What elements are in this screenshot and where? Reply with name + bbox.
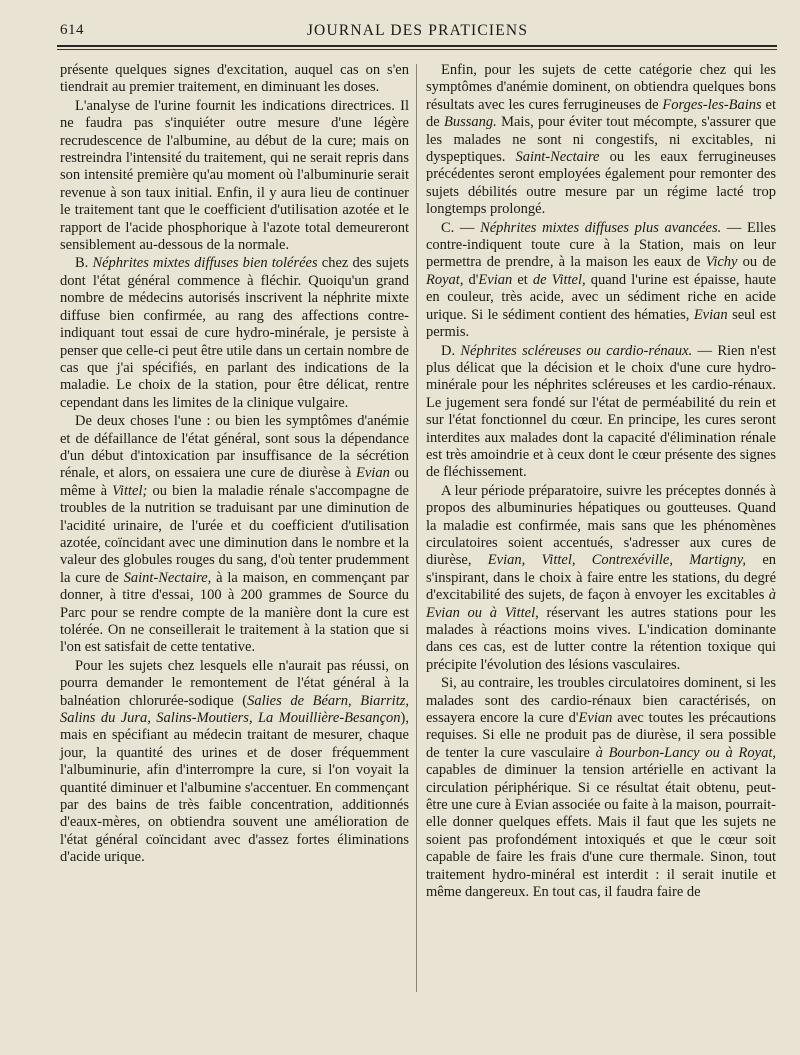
paragraph-ferruginous-cures [426, 62, 776, 219]
paragraph-two-cases [60, 413, 409, 657]
section-d-text: — Rien n'est plus délicat que la décision et le choix d'une cure hydro-minérale pour les néphrites scléreuses et les cardio-rénaux. Le jugement sera fondé sur l'état de perméabilité du rein et sur l'état fonctionnel du cœur. En principe, les cures seront interdites aux malades dont la capacité d'élimination rénale est très amoindrie et à ceux dont le cœur présente des signes de fléchissement. [426, 342, 776, 481]
page-header [60, 22, 775, 44]
station-name: Forges-les-Bains [662, 96, 762, 113]
text-run: De deux choses l'une : ou bien les symptômes d'anémie et de défaillance de l'état général, sont sous la dépendance d'un début d'intoxication par insuffisance de la sécrétion rénale, et alors, on essaiera une cure de diurèse à [60, 413, 409, 482]
station-name: Royat, [426, 271, 464, 288]
text-run: avec toutes les précautions requises. Si elle ne produit pas de diurèse, il sera possible de tenter la cure vasculaire [426, 710, 776, 761]
text-run: ou même à [60, 465, 409, 499]
station-name: Bussang. [444, 114, 497, 131]
column-divider [416, 64, 417, 992]
station-name: Saint-Nectaire [515, 149, 600, 166]
right-column [426, 62, 776, 902]
station-name: Evian [578, 710, 613, 727]
text-run: ), mais en spécifiant au médecin traitant de mesurer, chaque jour, la quantité des urines et de doser fréquemment l'albuminurie, afin d'interrompre la cure, si l'on voyait la quantité diminuer et l'albumine s'accentuer. En commençant par des bains de très faible concentration, additionnés d'eaux-mères, on obtiendra souvent une amélioration de l'état général coïncidant avec d'assez fortes éliminations d'acide urique. [60, 710, 409, 866]
text-run: Si, au contraire, les troubles circulatoires dominent, si les malades sont des cardio-rénaux bien caractérisés, on essayera encore la cure d' [426, 675, 776, 727]
station-name: Evian [478, 271, 513, 288]
station-name: Saint-Nectaire, [123, 569, 212, 586]
text-run: à la maison, en commençant par donner, à titre d'essai, 100 à 200 grammes de Source du Parc pour se rendre compte de la manière dont la cure est tolérée. On ne conseillerait le traitement à la station que si l'on est satisfait de cette tentative. [60, 569, 409, 656]
paragraph-section-b [60, 255, 409, 412]
text-run: Mais, pour éviter tout mécompte, s'assurer que les malades ne sont ni congestifs, ni excitables, ni dyspeptiques. [426, 114, 776, 166]
text-run: A leur période préparatoire, suivre les préceptes donnés à propos des albuminuries hépatiques ou goutteuses. Quand la maladie est confirmée, mais sans que les phénomènes circulatoires soient accentués, s'adresser aux cures de diurèse, [426, 482, 776, 569]
text-run: seul est permis. [426, 306, 776, 341]
text-run: capables de diminuer la tension artérielle en activant la circulation périphérique. Si ce résultat était obtenu, peut-être une cure à Evian associée ou faite à la maison, pourrait-elle donner quelques effets. Mais il faut que les sujets ne soient pas profondément intoxiqués et que le cœur soit capable de faire les frais d'une cure thermale. Sinon, tout traitement hydro-minéral est interdit : il serait inutile et même dangereux. En tout cas, il faudra faire de [426, 762, 776, 901]
section-label-c: C. — [441, 219, 481, 236]
text-run: en s'inspirant, dans le choix à faire entre les stations, du degré d'excitabilité des sujets, de façon à envoyer les excitables [426, 552, 777, 604]
header-rule-thin [57, 49, 777, 50]
text-run: d' [463, 271, 479, 288]
left-column [60, 62, 409, 867]
station-name: Evian [356, 465, 390, 482]
station-name: à Evian ou à Vittel, [426, 587, 776, 621]
station-list: Evian, Vittel, Contrexéville, Martigny, [487, 552, 747, 569]
paragraph-preparatory-period [426, 483, 776, 674]
section-heading-d: Néphrites scléreuses ou cardio-rénaux. [460, 342, 693, 359]
station-list: Salies de Béarn, Biarritz, Salins du Jura, Salins-Moutiers, La Mouillière-Besançon [60, 692, 409, 727]
station-name: Evian [693, 306, 728, 323]
paragraph-section-d [426, 343, 776, 482]
section-heading-c: Néphrites mixtes diffuses plus avancées. [480, 219, 722, 236]
station-name: Vittel; [112, 482, 148, 499]
text-run: ou les eaux ferrugineuses précédentes seront employées également pour remonter des sujets débilités outre mesure par un régime lacté trop longtemps prolongé. [426, 149, 776, 218]
text-run: ou bien la maladie rénale s'accompagne de troubles de la nutrition se traduisant par une diminution de l'acidité urinaire, de l'urée et du coefficient d'utilisation azotée, coïncidant avec une diminution dans le nombre et la valeur des globules rouges du sang, d'où tenter prudemment la cure de [60, 482, 409, 586]
text-run: — Elles contre-indiquent toute cure à la Station, mais on leur permettra de prendre, à la maison les eaux de [426, 219, 777, 271]
text-run: et [512, 271, 533, 288]
text-run: Pour les sujets chez lesquels elle n'aurait pas réussi, on pourra demander le remontement de l'état général à la balnéation chlorurée-sodique ( [60, 657, 409, 709]
section-b-text: chez des sujets dont l'état général commence à fléchir. Quoiqu'un grand nombre de médecins autorisés inscrivent la néphrite mixte diffuse bien confirmée, au rang des affections contre-indiquant tout essai de cure hydro-minérale, je persiste à penser que celle-ci peut être utile dans un certain nombre de cas que j'ai spécifiés, en parlant des indications de la maladie. Le choix de la station, pour être délicat, rentre cependant dans les limites de la clinique vulgaire. [60, 255, 409, 411]
page-number: 614 [60, 22, 84, 38]
station-name: à Bourbon-Lancy ou à Royat, [595, 744, 776, 761]
section-heading-b: Néphrites mixtes diffuses bien tolérées [92, 255, 318, 272]
text-run: Enfin, pour les sujets de cette catégorie chez qui les symptômes d'anémie dominent, on obtiendra quelques bons résultats avec les cures ferrugineuses de [426, 62, 776, 113]
section-label-b: B. [75, 255, 89, 272]
station-name: Vichy [705, 254, 738, 271]
station-name: de Vittel, [532, 271, 586, 288]
paragraph-section-c [426, 220, 776, 342]
paragraph-balneation [60, 658, 409, 867]
header-rule-thick [57, 45, 777, 47]
text-run: réservant les autres stations pour les malades à réactions moins vives. L'indication dominante dans ces cas, est de lutter contre la rétention toxique qui précipite l'évolution des lésions vasculaires. [426, 604, 776, 673]
paragraph-circulatory-troubles [426, 675, 776, 901]
running-title: JOURNAL DES PRATICIENS [306, 22, 529, 39]
paragraph-continued: présente quelques signes d'excitation, auquel cas on s'en tiendrait au premier traitement, en diminuant les doses. [60, 62, 409, 96]
text-run: quand l'urine est épaisse, haute en couleur, très acide, avec un sédiment riche en acide urique. Si le sédiment contient des hématies, [426, 271, 776, 323]
text-run: et de [426, 96, 776, 131]
paragraph-urine-analysis: L'analyse de l'urine fournit les indications directrices. Il ne faudra pas s'inquiéter outre mesure d'une légère recrudescence de l'albumine, au début de la cure; mais on restreindra l'intensité du traitement, qui ne serait repris dans son intensité première qu'au moment où l'albuminurie serait revenue à son taux initial. Enfin, il y aura lieu de continuer le traitement tant que le coefficient d'utilisation azotée et le rapport de l'acide phosphorique à l'azote total demeureront sensiblement au-dessous de la normale. [60, 97, 409, 254]
section-label-d: D. [441, 342, 461, 359]
text-run: ou de [737, 254, 777, 271]
